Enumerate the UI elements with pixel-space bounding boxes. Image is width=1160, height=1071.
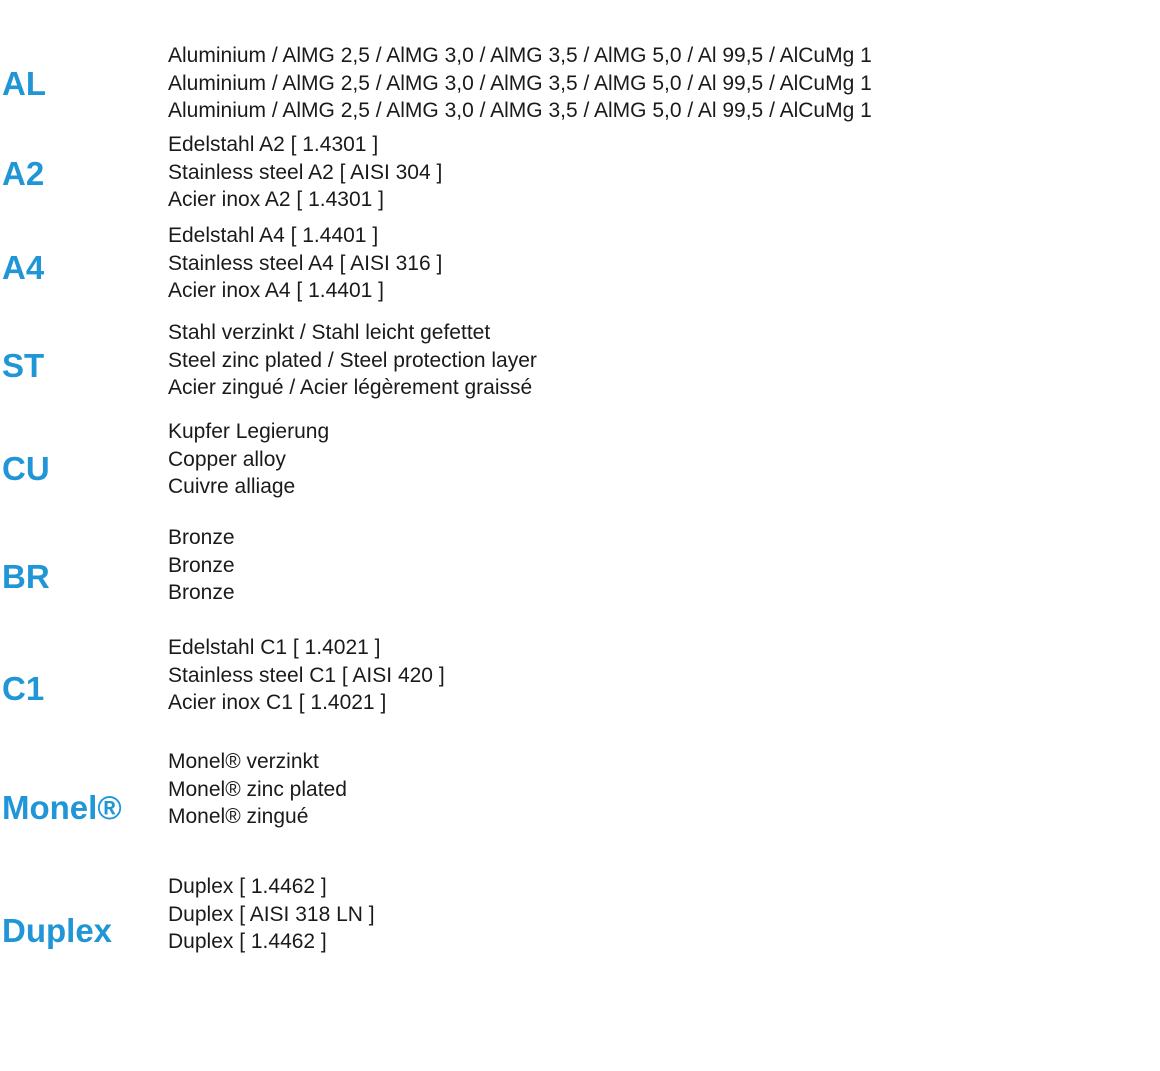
material-description-line: Bronze: [168, 526, 235, 549]
legend-description-cell: [168, 317, 1160, 402]
material-description-line: Aluminium / AlMG 2,5 / AlMG 3,0 / AlMG 3,5 / AlMG 5,0 / Al 99,5 / AlCuMg 1: [168, 44, 872, 67]
material-description-line: Edelstahl C1 [ 1.4021 ]: [168, 636, 381, 659]
material-description-line: Monel® verzinkt: [168, 750, 319, 773]
legend-code-cell: [0, 317, 168, 416]
material-description-line: Stainless steel A4 [ AISI 316 ]: [168, 251, 443, 275]
material-code: CU: [2, 449, 50, 487]
material-code: A4: [2, 249, 45, 287]
legend-row: [0, 317, 1160, 416]
material-code: BR: [2, 557, 50, 595]
legend-code-cell: [0, 632, 168, 746]
material-description-line: Kupfer Legierung: [168, 420, 330, 443]
material-code: ST: [2, 347, 45, 385]
material-legend-table: [0, 40, 1160, 991]
material-description-line: Edelstahl A2 [ 1.4301 ]: [168, 133, 379, 156]
legend-description-cell: [168, 129, 1160, 214]
material-description-line: Copper alloy: [168, 447, 286, 471]
material-description-line: Acier inox A4 [ 1.4401 ]: [168, 279, 384, 302]
legend-description-cell: [168, 416, 1160, 501]
legend-row: [0, 871, 1160, 991]
legend-code-cell: [0, 129, 168, 220]
legend-row: [0, 746, 1160, 871]
material-description-line: Cuivre alliage: [168, 475, 296, 498]
material-description-line: Duplex [ 1.4462 ]: [168, 875, 327, 898]
material-description-line: Acier zingué / Acier légèrement graissé: [168, 376, 533, 399]
material-description-line: Monel® zingué: [168, 805, 309, 828]
material-description-line: Stahl verzinkt / Stahl leicht gefettet: [168, 321, 491, 344]
material-code: C1: [2, 669, 45, 707]
material-description-line: Bronze: [168, 581, 235, 604]
legend-row: [0, 416, 1160, 522]
legend-row: [0, 632, 1160, 746]
material-description-line: Bronze: [168, 553, 235, 577]
material-description-line: Stainless steel C1 [ AISI 420 ]: [168, 663, 445, 687]
legend-row: [0, 40, 1160, 129]
legend-code-cell: [0, 416, 168, 522]
legend-code-cell: [0, 220, 168, 317]
material-description-line: Acier inox A2 [ 1.4301 ]: [168, 188, 384, 211]
legend-description-cell: [168, 632, 1160, 717]
legend-code-cell: [0, 40, 168, 129]
material-description-line: Monel® zinc plated: [168, 777, 347, 801]
material-description-line: Aluminium / AlMG 2,5 / AlMG 3,0 / AlMG 3,5 / AlMG 5,0 / Al 99,5 / AlCuMg 1: [168, 71, 872, 95]
material-description-line: Duplex [ 1.4462 ]: [168, 930, 327, 953]
material-code: Duplex: [2, 911, 113, 949]
legend-row: [0, 220, 1160, 317]
material-code: A2: [2, 155, 45, 193]
legend-code-cell: [0, 522, 168, 632]
legend-code-cell: [0, 746, 168, 871]
legend-row: [0, 129, 1160, 220]
material-description-line: Stainless steel A2 [ AISI 304 ]: [168, 160, 443, 184]
material-description-line: Duplex [ AISI 318 LN ]: [168, 902, 375, 926]
material-description-line: Edelstahl A4 [ 1.4401 ]: [168, 224, 379, 247]
material-description-line: Acier inox C1 [ 1.4021 ]: [168, 691, 387, 714]
legend-code-cell: [0, 871, 168, 991]
legend-description-cell: [168, 220, 1160, 305]
material-description-line: Aluminium / AlMG 2,5 / AlMG 3,0 / AlMG 3,5 / AlMG 5,0 / Al 99,5 / AlCuMg 1: [168, 99, 872, 122]
legend-description-cell: [168, 40, 1160, 125]
legend-description-cell: [168, 746, 1160, 831]
legend-description-cell: [168, 871, 1160, 956]
material-code: Monel®: [2, 789, 122, 827]
material-code: AL: [2, 65, 46, 103]
legend-row: [0, 522, 1160, 632]
material-description-line: Steel zinc plated / Steel protection layer: [168, 348, 537, 372]
legend-description-cell: [168, 522, 1160, 607]
